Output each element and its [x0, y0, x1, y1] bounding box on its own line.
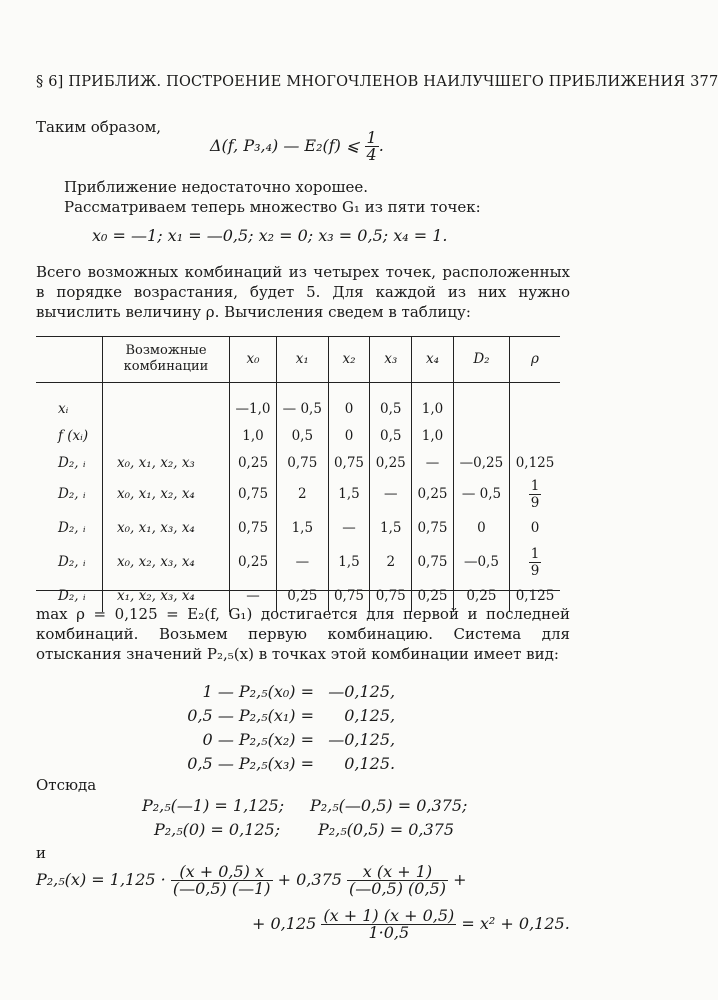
table-row: [36, 476, 560, 512]
cell: 0,25: [277, 580, 329, 612]
cell: x₁, x₂, x₃, x₄: [103, 580, 230, 612]
intro-formula-end: .: [378, 136, 384, 155]
cell: 1,0: [412, 422, 454, 449]
th-d2: D₂: [453, 336, 509, 383]
cell: —0,5: [453, 544, 509, 580]
line-set: Рассматриваем теперь множество G₁ из пяти точек:: [64, 198, 481, 216]
table-row: [36, 449, 560, 476]
cell: 0,5: [277, 422, 329, 449]
system-equations: [150, 682, 400, 778]
cell: 0: [328, 383, 370, 423]
cell: 0,5: [370, 383, 412, 423]
cell: 0: [453, 512, 509, 544]
f-plus: +: [453, 870, 467, 889]
cell: x₀, x₁, x₃, x₄: [103, 512, 230, 544]
value-4: P₂,₅(0,5) = 0,375: [318, 820, 454, 839]
cell: x₀, x₂, x₃, x₄: [103, 544, 230, 580]
cell: 1,0: [230, 422, 277, 449]
rho-fraction: $\frac{1}{9}$: [530, 545, 540, 579]
th-combinations: Возможные комбинации: [103, 336, 230, 383]
and-label: и: [36, 844, 46, 862]
sys-lhs: 1 — P₂,₅(x₀) =: [202, 682, 314, 701]
cell: 0,75: [230, 476, 277, 512]
sys-lhs: 0,5 — P₂,₅(x₃) =: [187, 754, 314, 773]
cell: 0,75: [370, 580, 412, 612]
table-row: [36, 422, 560, 449]
table-row: [36, 544, 560, 580]
intro-formula-text: Δ(f, P₃,₄) — E₂(f) ⩽: [210, 136, 360, 155]
intro-formula: [210, 130, 384, 163]
cell: 0,125: [510, 449, 560, 476]
cell: 1,5: [328, 544, 370, 580]
cell: [510, 544, 560, 580]
cell: 0: [328, 422, 370, 449]
sys-lhs: 0 — P₂,₅(x₂) =: [202, 730, 314, 749]
cell: 0,25: [230, 449, 277, 476]
th-x0: x₀: [230, 336, 277, 383]
cell: —: [328, 512, 370, 544]
cell: D₂, ᵢ: [58, 520, 86, 536]
cell: 2: [277, 476, 329, 512]
cell: 0,75: [328, 580, 370, 612]
sys-row: [150, 682, 400, 706]
f2-rhs: = x² + 0,125.: [461, 914, 570, 933]
cell: 0,25: [412, 476, 454, 512]
cell: —: [412, 449, 454, 476]
cell: D₂, ᵢ: [58, 454, 86, 471]
frac-3-den: 1·0,5: [368, 923, 410, 942]
cell: [453, 383, 509, 423]
cell: [453, 422, 509, 449]
cell: 0,25: [230, 544, 277, 580]
paragraph-combinations: Всего возможных комбинаций из четырех точек, расположенных в порядке возрастания, будет 5. Для каждой из них нужно вычислить величину ρ. Вычисления сведем в таблицу:: [36, 263, 570, 321]
cell: 0,75: [412, 544, 454, 580]
cell: 0,5: [370, 422, 412, 449]
sys-row: [150, 706, 400, 730]
frac-2-den: (—0,5) (0,5): [349, 879, 446, 898]
cell: —0,25: [453, 449, 509, 476]
rho-fraction: $\frac{1}{9}$: [530, 477, 540, 511]
paragraph-max-rho: max ρ = 0,125 = E₂(f, G₁) достигается для первой и последней комбинаций. Возьмем первую комбинацию. Система для отыскания значений P₂,₅(x) в точках этой комбинации имеет вид:: [36, 605, 570, 663]
table-row: [36, 512, 560, 544]
table-bottom-border: [36, 590, 560, 591]
frac-den: 4: [366, 145, 377, 164]
frac-2: [347, 864, 448, 897]
cell: —: [230, 580, 277, 612]
cell: —1,0: [230, 383, 277, 423]
cell: 0,25: [370, 449, 412, 476]
combination-table: [36, 336, 560, 612]
cell: [510, 422, 560, 449]
cell: 2: [370, 544, 412, 580]
line-approx: Приближение недостаточно хорошее.: [64, 178, 368, 196]
cell: [103, 422, 230, 449]
cell: xᵢ: [58, 400, 69, 417]
sys-row: [150, 754, 400, 778]
cell: x₀, x₁, x₂, x₃: [103, 449, 230, 476]
frac-1: [171, 864, 273, 897]
cell: 0,75: [412, 512, 454, 544]
sys-rhs: —0,125,: [328, 682, 396, 701]
final-formula-line1: [36, 864, 466, 897]
otsyuda-label: Отсюда: [36, 776, 97, 794]
frac-1-den: (—0,5) (—1): [172, 879, 271, 898]
cell: 0,75: [328, 449, 370, 476]
sys-lhs: 0,5 — P₂,₅(x₁) =: [187, 706, 314, 725]
th-x1: x₁: [277, 336, 329, 383]
sys-rhs: 0,125,: [344, 706, 396, 725]
cell: 1,5: [328, 476, 370, 512]
th-0: [36, 336, 103, 383]
final-formula-line2: [252, 908, 570, 941]
f-lhs: P₂,₅(x) = 1,125 ·: [36, 870, 166, 889]
cell: 1,5: [370, 512, 412, 544]
cell: 1,0: [412, 383, 454, 423]
cell: 0,25: [412, 580, 454, 612]
th-x4: x₄: [412, 336, 454, 383]
cell: 0: [510, 512, 560, 544]
value-2: P₂,₅(—0,5) = 0,375;: [310, 796, 468, 815]
cell: [510, 476, 560, 512]
value-1: P₂,₅(—1) = 1,125;: [142, 796, 285, 815]
intro-fraction: [365, 130, 379, 163]
cell: —: [370, 476, 412, 512]
cell: 0,75: [230, 512, 277, 544]
th-rho: ρ: [510, 336, 560, 383]
frac-2-num: x (x + 1): [347, 864, 448, 881]
value-3: P₂,₅(0) = 0,125;: [154, 820, 281, 839]
frac-3: [321, 908, 456, 941]
cell: D₂, ᵢ: [58, 486, 86, 502]
cell: D₂, ᵢ: [58, 554, 86, 570]
cell: [103, 383, 230, 423]
f2-lhs: + 0,125: [252, 914, 317, 933]
cell: 0,25: [453, 580, 509, 612]
cell: x₀, x₁, x₂, x₄: [103, 476, 230, 512]
cell: f (xᵢ): [58, 427, 89, 444]
cell: — 0,5: [453, 476, 509, 512]
table-header-row: [36, 336, 560, 383]
cell: — 0,5: [277, 383, 329, 423]
cell: 0,125: [510, 580, 560, 612]
th-x2: x₂: [328, 336, 370, 383]
cell: 0,75: [277, 449, 329, 476]
cell: 1,5: [277, 512, 329, 544]
sys-rhs: —0,125,: [328, 730, 396, 749]
frac-3-num: (x + 1) (x + 0,5): [323, 906, 455, 925]
cell: [510, 383, 560, 423]
frac-num: 1: [366, 128, 377, 147]
cell: —: [277, 544, 329, 580]
frac-1-num: (x + 0,5) x: [171, 864, 273, 881]
sys-row: [150, 730, 400, 754]
cell: D₂, ᵢ: [58, 588, 86, 604]
points-line: x₀ = —1; x₁ = —0,5; x₂ = 0; x₃ = 0,5; x₄ = 1.: [92, 226, 448, 245]
intro-lead: Таким образом,: [36, 118, 162, 136]
th-x3: x₃: [370, 336, 412, 383]
sys-rhs: 0,125.: [344, 754, 396, 773]
table-row: [36, 383, 560, 423]
page-header: § 6] ПРИБЛИЖ. ПОСТРОЕНИЕ МНОГОЧЛЕНОВ НАИЛУЧШЕГО ПРИБЛИЖЕНИЯ 377: [36, 74, 718, 90]
f-mid: + 0,375: [277, 870, 342, 889]
